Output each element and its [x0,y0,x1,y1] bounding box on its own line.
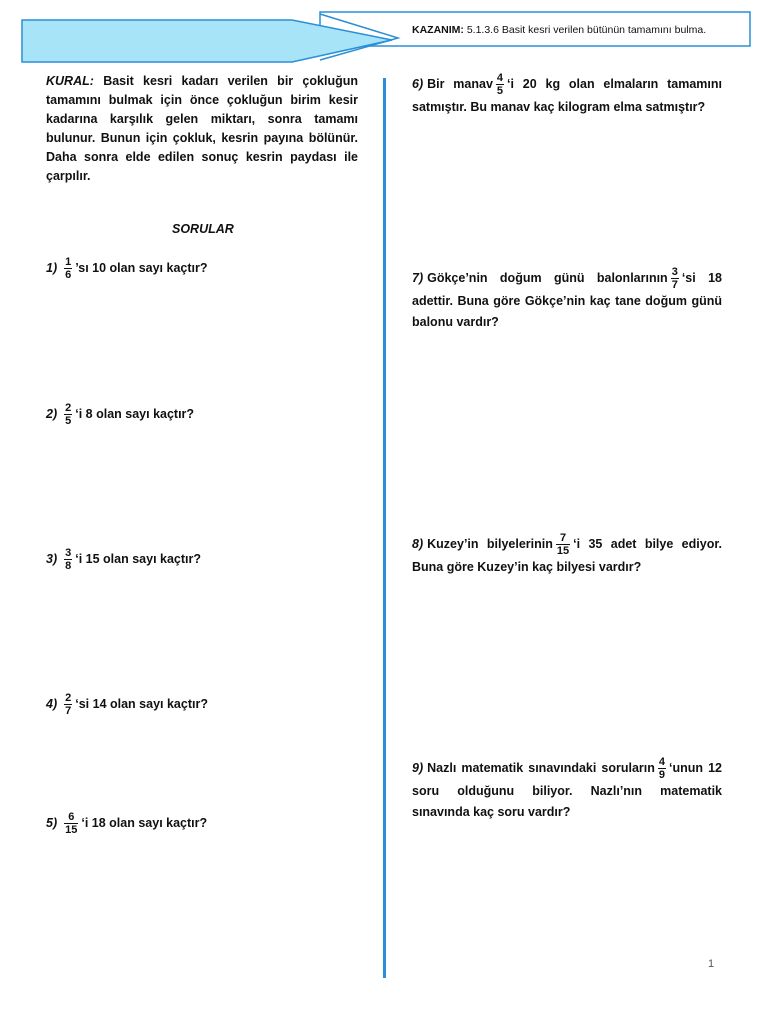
question-number: 8) [412,536,424,551]
question-3 [46,547,201,572]
numerator: 7 [559,532,567,544]
denominator: 7 [65,705,72,717]
question-number: 9) [412,760,424,775]
denominator: 15 [556,545,570,557]
question-text: ‘unun 12 soru olduğunu biliyor. Nazlı’nın matematik sınavında kaç soru vardır? [412,760,722,819]
question-number: 6) [412,76,424,91]
rule-label: KURAL: [46,74,94,88]
question-pre-text: Kuzey’in bilyelerinin [427,536,553,551]
numerator: 1 [65,256,72,268]
numerator: 3 [65,547,72,559]
questions-title: SORULAR [172,222,234,236]
question-pre-text: Bir manav [427,76,493,91]
question-4 [46,692,208,717]
fraction [64,402,72,427]
numerator: 2 [65,692,72,704]
question-text: ‘i 8 olan sayı kaçtır? [75,406,195,421]
fraction [64,692,72,717]
header-banner [0,0,768,72]
fraction [671,266,679,291]
denominator: 9 [658,769,666,781]
denominator: 8 [65,560,72,572]
numerator: 3 [671,266,678,278]
question-9 [412,756,722,823]
question-6 [412,72,722,118]
page-number: 1 [708,958,715,970]
question-text: ‘si 18 adettir. Buna göre Gökçe’nin kaç tane doğum günü balonu vardır? [412,270,722,329]
question-5 [46,811,207,836]
fraction [64,547,72,572]
rule-paragraph [46,72,358,186]
fraction [556,532,570,557]
question-number: 2) [46,406,58,421]
fraction [496,72,504,97]
question-text: ’sı 10 olan sayı kaçtır? [75,260,208,275]
denominator: 5 [65,415,72,427]
denominator: 5 [496,85,504,97]
objective-text [412,24,706,36]
rule-text: Basit kesri kadarı verilen bir çokluğun tamamını bulmak için önce çokluğun birim kesir kadarına karşılık gelen miktarı, sonra tamamı bulunur. Bunun için çokluk, kesrin payına bölünür. Daha sonra elde edilen sonuç kesrin paydası ile çarpılır. [46,74,358,183]
question-number: 5) [46,815,58,830]
question-text: ‘si 14 olan sayı kaçtır? [75,696,208,711]
question-2 [46,402,194,427]
denominator: 7 [671,279,678,291]
question-number: 1) [46,260,58,275]
question-pre-text: Nazlı matematik sınavındaki soruların [427,760,655,775]
question-text: ‘i 18 olan sayı kaçtır? [81,815,208,830]
question-8 [412,532,722,578]
fraction [64,256,72,281]
question-7 [412,266,722,333]
fraction [64,811,78,836]
objective-description: 5.1.3.6 Basit kesri verilen bütünün tamamını bulma. [463,24,707,36]
question-text: ‘i 35 adet bilye ediyor. Buna göre Kuzey’in kaç bilyesi vardır? [412,536,722,574]
question-number: 4) [46,696,58,711]
numerator: 2 [65,402,72,414]
column-divider [383,78,386,978]
numerator: 6 [68,811,75,823]
question-text: ‘i 20 kg olan elmaların tamamını satmıştır. Bu manav kaç kilogram elma satmıştır? [412,76,723,114]
question-pre-text: Gökçe’nin doğum günü balonlarının [427,270,668,285]
fraction [658,756,666,781]
question-text: ‘i 15 olan sayı kaçtır? [75,551,202,566]
denominator: 6 [65,269,72,281]
objective-label: KAZANIM: [412,24,464,36]
numerator: 4 [496,72,504,84]
numerator: 4 [658,756,666,768]
question-1 [46,256,208,281]
question-number: 3) [46,551,58,566]
question-number: 7) [412,270,424,285]
denominator: 15 [65,824,78,836]
